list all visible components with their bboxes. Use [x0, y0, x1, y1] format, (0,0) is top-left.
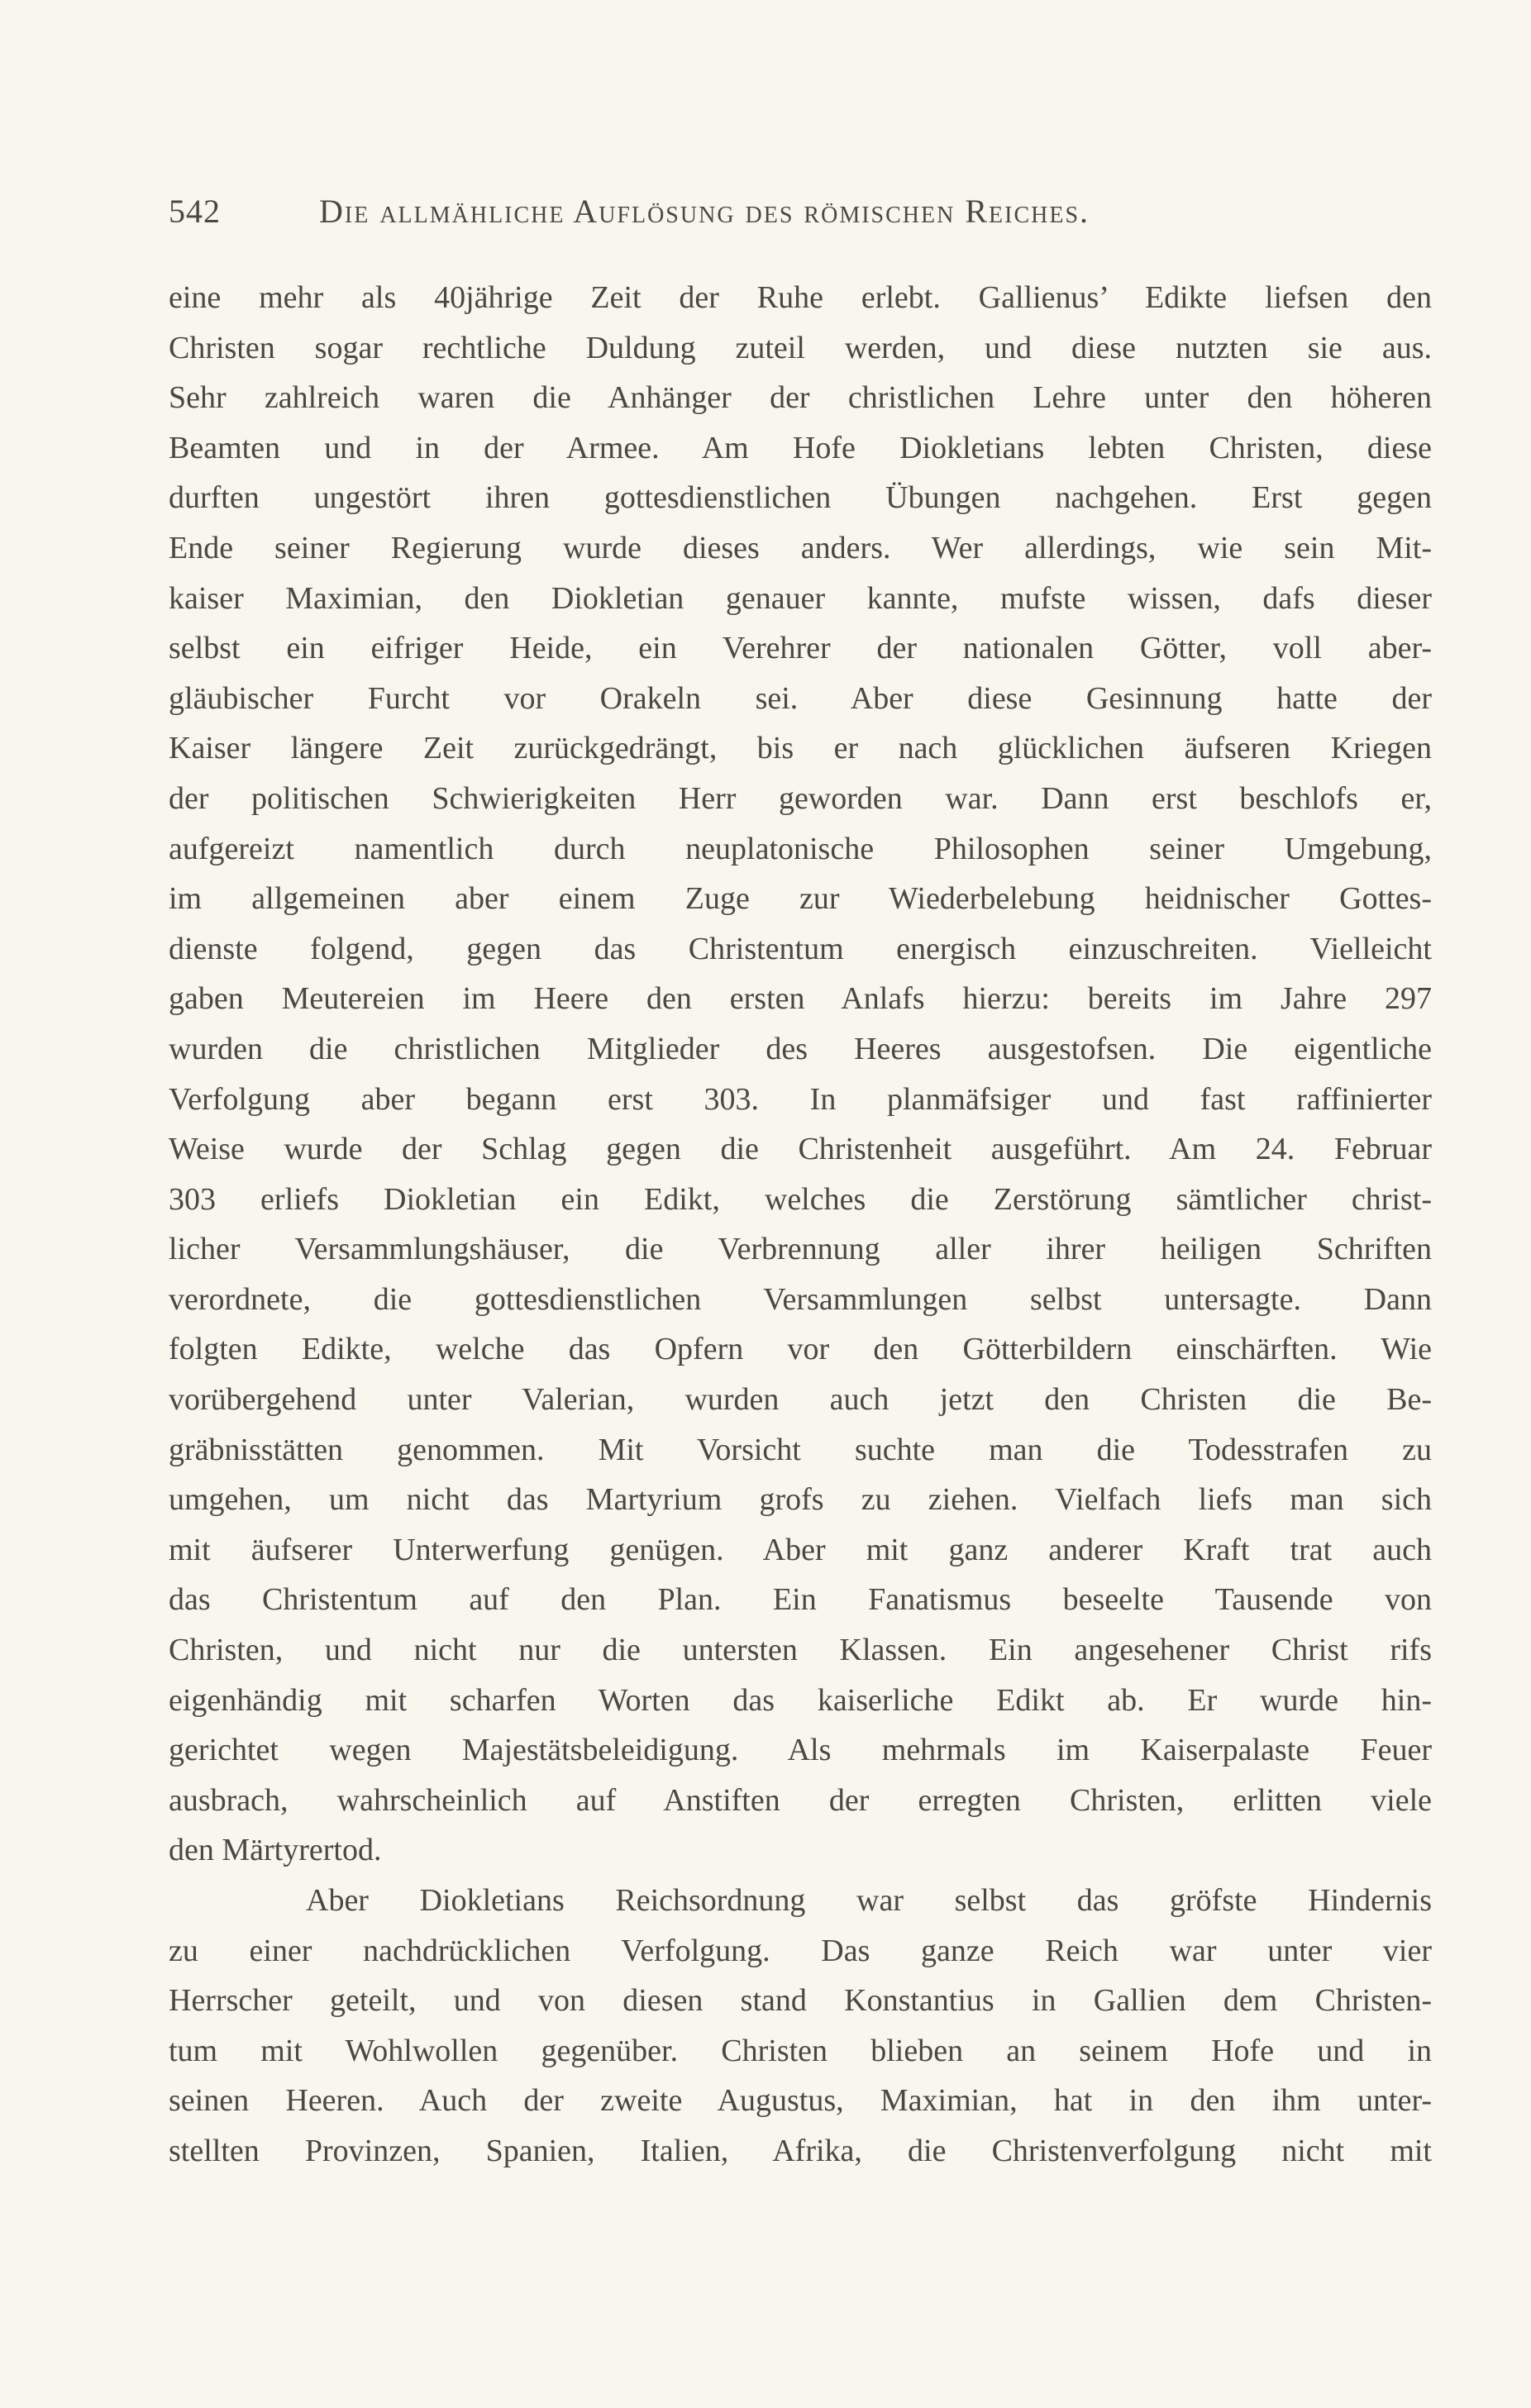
text-line: Beamten und in der Armee. Am Hofe Diokletians lebten Christen, diese	[169, 430, 1432, 465]
text-line: 303 erliefs Diokletian ein Edikt, welches die Zerstörung sämtlicher christ-	[169, 1181, 1432, 1217]
text-line: gaben Meutereien im Heere den ersten Anlafs hierzu: bereits im Jahre 297	[169, 981, 1432, 1017]
text-line: gläubischer Furcht vor Orakeln sei. Aber diese Gesinnung hatte der	[169, 680, 1432, 716]
text-line: Verfolgung aber begann erst 303. In planmäfsiger und fast raffinierter	[169, 1081, 1432, 1117]
text-line: Weise wurde der Schlag gegen die Christenheit ausgeführt. Am 24. Februar	[169, 1132, 1432, 1167]
text-line: licher Versammlungshäuser, die Verbrennung aller ihrer heiligen Schriften	[169, 1232, 1432, 1267]
text-line: wurden die christlichen Mitglieder des Heeres ausgestofsen. Die eigentliche	[169, 1031, 1432, 1066]
text-line: der politischen Schwierigkeiten Herr geworden war. Dann erst beschlofs er,	[169, 780, 1432, 816]
text-line: umgehen, um nicht das Martyrium grofs zu ziehen. Vielfach liefs man sich	[169, 1482, 1432, 1518]
text-line: dienste folgend, gegen das Christentum energisch einzuschreiten. Vielleicht	[169, 931, 1432, 966]
text-line: folgten Edikte, welche das Opfern vor den Götterbildern einschärften. Wie	[169, 1332, 1432, 1367]
text-line: kaiser Maximian, den Diokletian genauer kannte, mufste wissen, dafs dieser	[169, 580, 1432, 616]
text-line: im allgemeinen aber einem Zuge zur Wiederbelebung heidnischer Gottes-	[169, 881, 1432, 917]
text-line: ausbrach, wahrscheinlich auf Anstiften der erregten Christen, erlitten viele	[169, 1782, 1432, 1818]
paragraph-2	[169, 1876, 1432, 2177]
text-line: aufgereizt namentlich durch neuplatonische Philosophen seiner Umgebung,	[169, 831, 1432, 866]
text-line: seinen Heeren. Auch der zweite Augustus, Maximian, hat in den ihm unter-	[169, 2083, 1432, 2119]
text-line: eine mehr als 40jährige Zeit der Ruhe erlebt. Gallienus’ Edikte liefsen den	[169, 280, 1432, 315]
text-line: durften ungestört ihren gottesdienstlichen Übungen nachgehen. Erst gegen	[169, 480, 1432, 516]
text-line: zu einer nachdrücklichen Verfolgung. Das ganze Reich war unter vier	[169, 1933, 1432, 1968]
text-line: gräbnisstätten genommen. Mit Vorsicht suchte man die Todesstrafen zu	[169, 1432, 1432, 1467]
text-line: Christen, und nicht nur die untersten Klassen. Ein angesehener Christ rifs	[169, 1633, 1432, 1668]
text-line: Aber Diokletians Reichsordnung war selbst das gröfste Hindernis	[306, 1883, 1432, 1918]
text-line: Kaiser längere Zeit zurückgedrängt, bis er nach glücklichen äufseren Kriegen	[169, 731, 1432, 766]
running-title: Die allmähliche Auflösung des römischen Reiches.	[319, 193, 1090, 230]
text-line: das Christentum auf den Plan. Ein Fanatismus beseelte Tausende von	[169, 1582, 1432, 1618]
text-line: selbst ein eifriger Heide, ein Verehrer der nationalen Götter, voll aber-	[169, 631, 1432, 666]
paragraph-1	[169, 273, 1432, 1876]
text-line: tum mit Wohlwollen gegenüber. Christen blieben an seinem Hofe und in	[169, 2033, 1432, 2068]
text-line: verordnete, die gottesdienstlichen Versammlungen selbst untersagte. Dann	[169, 1281, 1432, 1317]
text-line: mit äufserer Unterwerfung genügen. Aber mit ganz anderer Kraft trat auch	[169, 1532, 1432, 1567]
page-number: 542	[169, 193, 221, 230]
text-line: gerichtet wegen Majestätsbeleidigung. Als mehrmals im Kaiserpalaste Feuer	[169, 1733, 1432, 1768]
text-line: Sehr zahlreich waren die Anhänger der christlichen Lehre unter den höheren	[169, 380, 1432, 416]
page-header	[169, 187, 1425, 236]
text-line: eigenhändig mit scharfen Worten das kaiserliche Edikt ab. Er wurde hin-	[169, 1682, 1432, 1718]
text-line: Christen sogar rechtliche Duldung zuteil werden, und diese nutzten sie aus.	[169, 330, 1432, 365]
text-line: Ende seiner Regierung wurde dieses anders. Wer allerdings, wie sein Mit-	[169, 530, 1432, 565]
text-line: den Märtyrertod.	[169, 1833, 382, 1868]
text-body	[169, 273, 1432, 2177]
text-line: Herrscher geteilt, und von diesen stand Konstantius in Gallien dem Christen-	[169, 1983, 1432, 2019]
text-line: stellten Provinzen, Spanien, Italien, Afrika, die Christenverfolgung nicht mit	[169, 2133, 1432, 2168]
text-line: vorübergehend unter Valerian, wurden auch jetzt den Christen die Be-	[169, 1382, 1432, 1418]
